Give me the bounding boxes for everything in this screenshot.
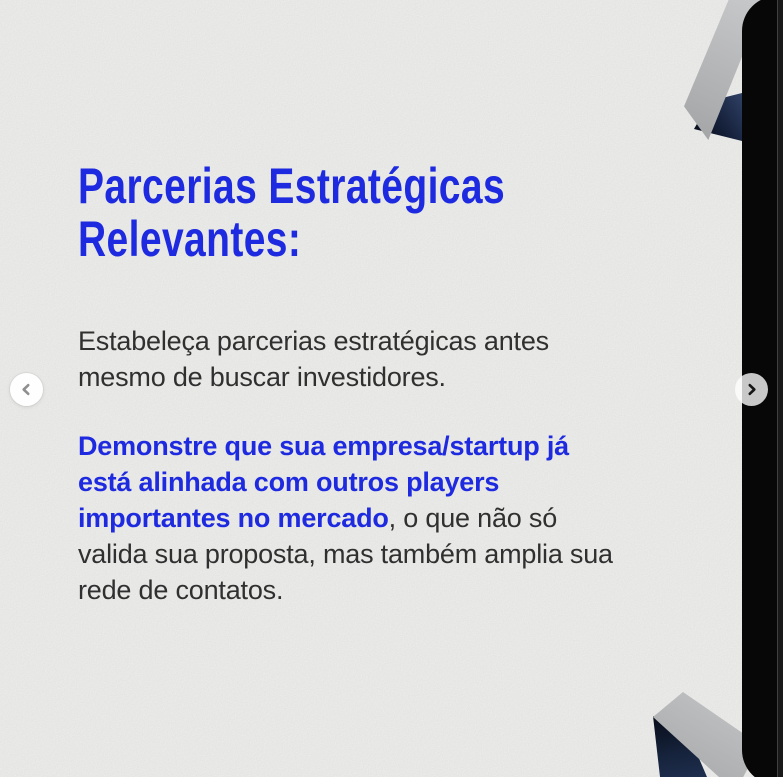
- body-line-highlight: Demonstre que sua empresa/startup já: [78, 431, 569, 461]
- carousel-next-button[interactable]: [735, 373, 768, 406]
- carousel-prev-button[interactable]: [10, 373, 43, 406]
- body-line: rede de contatos.: [78, 575, 284, 605]
- carousel-edge-gap: [777, 0, 783, 777]
- body-line: valida sua proposta, mas também amplia sua: [78, 539, 613, 569]
- chevron-right-icon: [745, 383, 758, 396]
- slide-paragraph-intro: [78, 323, 678, 395]
- page-title-line: Parcerias Estratégicas: [78, 158, 506, 214]
- chevron-left-icon: [20, 383, 33, 396]
- body-line-highlight: está alinhada com outros players: [78, 467, 500, 497]
- body-line: Estabeleça parcerias estratégicas antes: [78, 326, 549, 356]
- body-line: mesmo de buscar investidores.: [78, 362, 446, 392]
- page-title: [78, 160, 505, 266]
- plain-fragment: , o que não só: [388, 503, 558, 533]
- slide-paragraph-highlight: [78, 428, 678, 608]
- slide-body-text: [78, 323, 678, 608]
- page-title-line: Relevantes:: [78, 211, 302, 267]
- body-line-mixed: [78, 500, 678, 536]
- highlight-fragment: importantes no mercado: [78, 503, 389, 533]
